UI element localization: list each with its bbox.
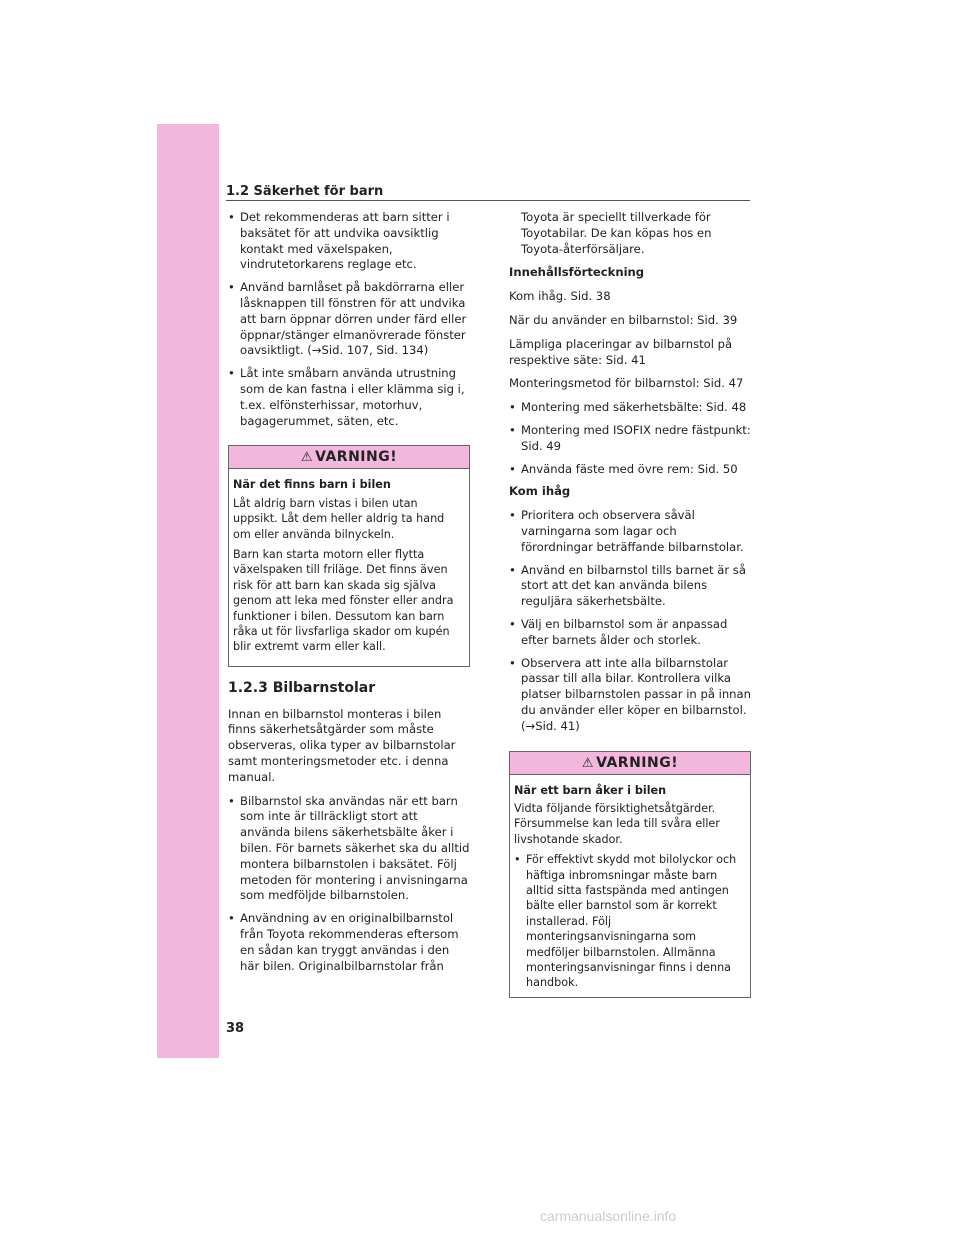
section-title: 1.2.3 Bilbarnstolar xyxy=(228,679,376,696)
toc-entry: Kom ihåg. Sid. 38 xyxy=(509,289,611,304)
toc-bullet: • Montering med säkerhetsbälte: Sid. 48 xyxy=(509,400,751,416)
list-item: • Observera att inte alla bilbarnstolar passar till alla bilar. Kontrollera vilka platser bilbarnstolen passar in på innan du använder eller köper en bilbarnstol. (→Sid. 41) xyxy=(509,656,751,735)
warning-bullet: • För effektivt skydd mot bilolyckor och häftiga inbromsningar måste barn alltid sitta fastspända med antingen bälte eller barnstol som är korrekt installerad. Följ monteringsanvisningarna som medföljer bilbarnstolen. Allmänna monteringsanvisningar finns i denna handbok. xyxy=(514,852,746,991)
list-item: • Prioritera och observera såväl varningarna som lagar och förordningar beträffande bilbarnstolar. xyxy=(509,508,751,555)
warning-box xyxy=(509,751,751,998)
site-watermark: carmanualsonline.info xyxy=(540,1208,677,1224)
list-item: • Det rekommenderas att barn sitter i baksätet för att undvika oavsiktlig kontakt med växelspaken, vindrutetorkarens reglage etc. xyxy=(228,210,470,273)
toc-entry: Monteringsmetod för bilbarnstol: Sid. 47 xyxy=(509,376,744,391)
warning-triangle-icon: ⚠ xyxy=(581,755,595,771)
page-header xyxy=(226,180,750,201)
toc-bullet: • Montering med ISOFIX nedre fästpunkt: Sid. 49 xyxy=(509,423,751,455)
left-column xyxy=(228,210,470,981)
warning-paragraph: Låt aldrig barn vistas i bilen utan uppsikt. Låt dem heller aldrig ta hand om eller använda bilnyckeln. xyxy=(233,496,445,541)
continued-text: Toyota är speciellt tillverkade för Toyotabilar. De kan köpas hos en Toyota-återförsäljare. xyxy=(521,210,712,256)
chapter-tab-bar xyxy=(157,124,219,1058)
list-item: • Använd en bilbarnstol tills barnet är så stort att det kan använda bilens reguljära säkerhetsbälte. xyxy=(509,563,751,610)
warning-header xyxy=(510,752,750,775)
list-item: • Användning av en originalbilbarnstol från Toyota rekommenderas eftersom en sådan kan tryggt användas i den här bilen. Originalbilbarnstolar från xyxy=(228,911,470,974)
toc-entry: När du använder en bilbarnstol: Sid. 39 xyxy=(509,312,738,327)
warning-paragraph: Barn kan starta motorn eller flytta växelspaken till friläge. Det finns även risk för att barn kan skada sig själva genom att leka med fönster eller andra funktioner i bilen. Dessutom kan barn råka ut för livsfarliga skador om kupén blir extremt varm eller kall. xyxy=(233,547,454,654)
warning-header xyxy=(229,446,469,469)
warning-triangle-icon: ⚠ xyxy=(300,450,314,466)
warning-label: VARNING! xyxy=(315,449,398,466)
warning-title: När det finns barn i bilen xyxy=(233,478,391,492)
warning-title: När ett barn åker i bilen xyxy=(514,783,667,797)
intro-paragraph: Innan en bilbarnstol monteras i bilen finns säkerhetsåtgärder som måste observeras, olika typer av bilbarnstolar samt monteringsmetoder etc. i denna manual. xyxy=(228,706,456,784)
warning-box xyxy=(228,445,470,666)
list-item: • Låt inte småbarn använda utrustning som de kan fastna i eller klämma sig i, t.ex. elfönsterhissar, motorhuv, bagagerummet, säten, etc. xyxy=(228,366,470,429)
right-column xyxy=(509,210,751,1008)
toc-title: Innehållsförteckning xyxy=(509,265,645,280)
page-number: 38 xyxy=(226,1021,245,1036)
list-item: • Bilbarnstol ska användas när ett barn som inte är tillräckligt stort att använda bilens säkerhetsbälte åker i bilen. För barnets säkerhet ska du alltid montera bilbarnstolen i baksätet. Följ metoden för montering i anvisningarna som medföljde bilbarnstolen. xyxy=(228,794,470,905)
toc-entry: Lämpliga placeringar av bilbarnstol på respektive säte: Sid. 41 xyxy=(509,336,733,367)
warning-label: VARNING! xyxy=(596,754,679,771)
toc-bullet: • Använda fäste med övre rem: Sid. 50 xyxy=(509,462,751,478)
remember-title: Kom ihåg xyxy=(509,484,571,499)
list-item: • Använd barnlåset på bakdörrarna eller låsknappen till fönstren för att undvika att barn öppnar dörren under färd eller öppnar/stänger elmanövrerade fönster oavsiktligt. (→Sid. 107, Sid. 134) xyxy=(228,280,470,359)
warning-paragraph: Vidta följande försiktighetsåtgärder. Försummelse kan leda till svåra eller livshotande skador. xyxy=(514,801,720,846)
list-item: • Välj en bilbarnstol som är anpassad efter barnets ålder och storlek. xyxy=(509,617,751,649)
section-heading: 1.2 Säkerhet för barn xyxy=(226,184,384,199)
